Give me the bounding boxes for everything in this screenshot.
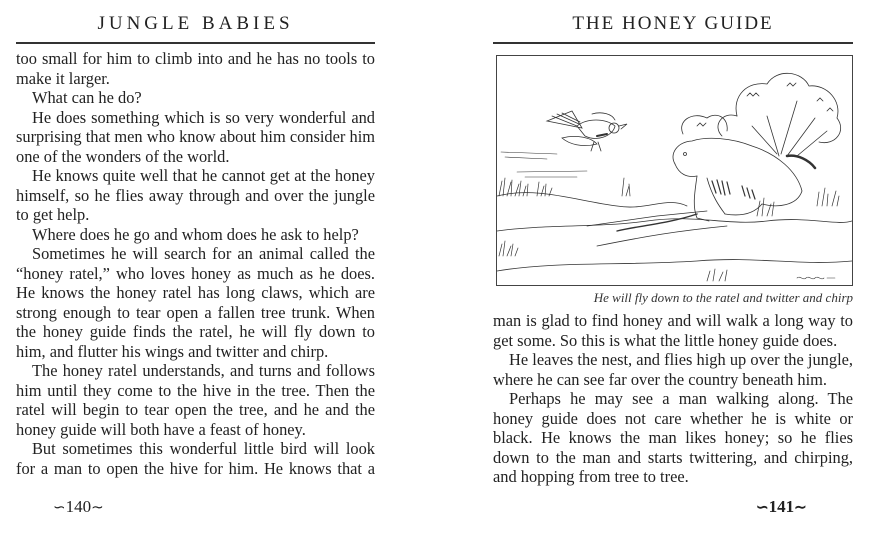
figure-caption: He will fly down to the ratel and twitter and chirp bbox=[593, 290, 853, 305]
paragraph: too small for him to climb into and he has no tools to make it larger. bbox=[16, 49, 375, 88]
tree-icon bbox=[682, 73, 841, 156]
paragraph: What can he do? bbox=[32, 88, 142, 107]
paragraph: Where does he go and whom does he ask to help? bbox=[32, 224, 359, 244]
illustration-drawing bbox=[497, 56, 852, 285]
bird-icon bbox=[547, 111, 627, 151]
running-head: JUNGLE BABIES bbox=[97, 13, 294, 34]
folio-ornament-right: ∼ bbox=[794, 500, 807, 516]
running-head: THE HONEY GUIDE bbox=[572, 13, 774, 34]
paragraph: He leaves the nest, and flies high up over the jungle, where he can see far over the country beneath him. bbox=[493, 350, 853, 389]
header-rule bbox=[16, 42, 375, 44]
page-number bbox=[53, 497, 104, 517]
artist-signature bbox=[797, 277, 835, 279]
paragraph: He knows quite well that he cannot get at the honey himself, so he flies away through and over the jungle to get help. bbox=[16, 166, 375, 224]
header-rule bbox=[493, 42, 853, 44]
ground-lines bbox=[497, 193, 852, 271]
folio-ornament-right: ∼ bbox=[91, 500, 104, 516]
folio-ornament-left: ∽ bbox=[53, 500, 66, 516]
illustration bbox=[496, 55, 853, 286]
page-number bbox=[756, 497, 807, 517]
page-number-value: 141 bbox=[768, 497, 795, 516]
paragraph: The honey ratel understands, and turns and follows him until they come to the hive in the tree. Then the ratel will begin to tear open the tree, and he and the honey guide will both have a feast of honey. bbox=[16, 361, 375, 439]
paragraph: He does something which is so very wonderful and surprising that men who know about him consider him one of the wonders of the world. bbox=[16, 107, 375, 166]
paragraph: Perhaps he may see a man walking along. The honey guide does not care whether he is white or black. He knows the man likes honey; so he flies down to the man and starts twittering, and chirping, and hopping from tree to tree. bbox=[493, 389, 853, 486]
folio-ornament-left: ∽ bbox=[756, 500, 769, 516]
sky-lines bbox=[501, 152, 587, 177]
honey-ratel-icon bbox=[673, 138, 815, 221]
body-text bbox=[493, 311, 853, 487]
paragraph: But sometimes this wonderful little bird will look for a man to open the hive for him. He knows that a bbox=[16, 439, 375, 478]
paragraph: Sometimes he will search for an animal called the “honey ratel,” who loves honey as much as he does. He knows the honey ratel has long claws, which are strong enough to tear open a fallen tree trunk. When the honey guide finds the ratel, he will fly down to him, and flutter his wings and twitter and chirp. bbox=[16, 244, 375, 361]
right-page bbox=[436, 0, 872, 538]
page-number-value: 140 bbox=[65, 497, 92, 516]
paragraph: man is glad to find honey and will walk a long way to get some. So this is what the little honey guide does. bbox=[493, 311, 853, 350]
body-text bbox=[16, 49, 375, 478]
